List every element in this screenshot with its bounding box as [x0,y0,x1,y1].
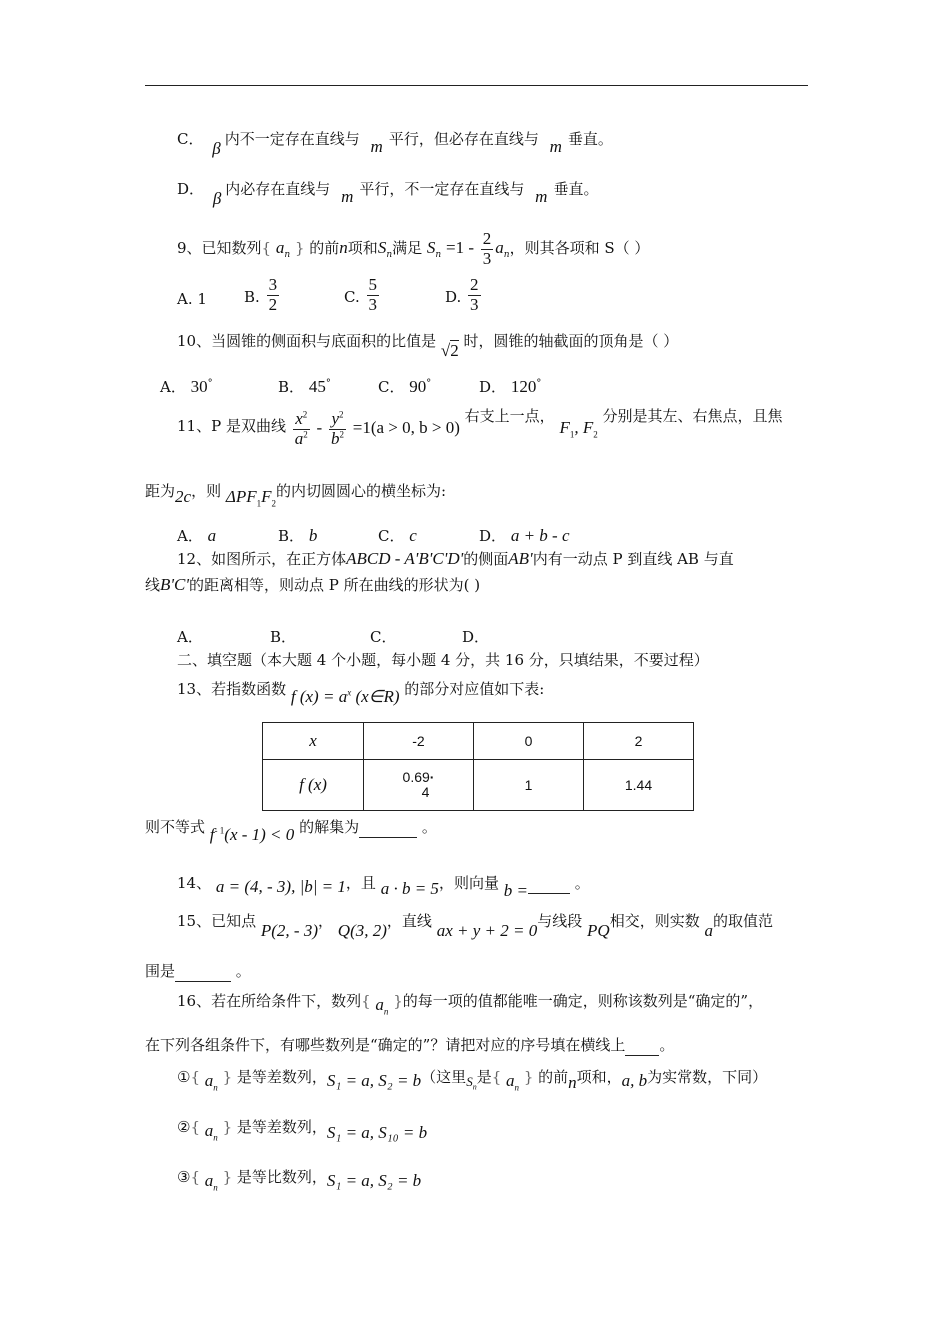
section-2-title: 二、填空题（本大题 4 个小题，每小题 4 分，共 16 分，只填结果，不要过程） [177,651,709,669]
q15-line2: 围是 。 [145,962,251,980]
q9-stem: 9、已知数列{ $a_n$ } 的前n项和$S_n$满足 $S_n =1$ - $\frac{2}{3}$ $a_n$，则其各项和 S（ ） [177,229,650,268]
q10-option-c: C． 90° [378,377,432,396]
q14-answer-blank[interactable] [528,874,570,894]
q9-option-b: B. $\frac{3}{2}$ [244,275,278,314]
q16-line2: 在下列各组条件下，有哪些数列是“确定的”？请把对应的序号填在横线上 。 [145,1036,675,1054]
q13-stem: 13、若指数函数 f $(x) = a^x$ (x∈R) 的部分对应值如下表: [177,680,545,706]
q15-stem: 15、已知点 P(2, - 3)， Q(3, 2)，直线 ax + y + 2 = 0与线段 PQ相交，则实数 a的取值范 [177,912,773,940]
table-cell: -2 [364,723,474,760]
q11-line2: 距为2c，则 $\Delta PF_1F_2$的内切圆圆心的横坐标为: [145,482,447,509]
q12-option-a: A． [177,628,203,646]
q10-stem: 10、当圆锥的侧面积与底面积的比值是 √2 时，圆锥的轴截面的顶角是（ ） [177,332,679,360]
table-cell: 2 [584,723,694,760]
q10-option-d: D． 120° [479,377,542,396]
q8-option-c: C． β 内不一定存在直线与 m 平行，但必存在直线与 m 垂直。 [177,130,613,158]
q11-option-b: B． b [278,526,318,545]
q11-stem: 11、P 是双曲线 $\frac{x^2}{a^2}$ - $\frac{y^2}{b^2}$ =1(a > 0, b > 0) 右支上一点， $F_1$, $F_2$ 分别是其左、右焦点，且焦 [177,407,783,448]
q10-option-b: B． 45° [278,377,331,396]
q12-line1: 12、如图所示，在正方体ABCD - A'B'C'D'的侧面AB'内有一动点 P 到直线 AB 与直 [177,549,734,568]
table-cell: 0.69· 4 [364,760,474,811]
q11-option-d: D． a + b - c [479,526,570,545]
q13-line2: 则不等式 $f^{- 1}(x - 1) < 0$ 的解集为 。 [145,818,437,844]
q12-option-d: D． [462,628,490,646]
q16-line1: 16、若在所给条件下，数列{ $a_n$ }的每一项的值都能唯一确定，则称该数列是“确定的”， [177,992,764,1017]
q15-answer-blank[interactable] [175,962,231,982]
q9-option-a: A. 1 [177,290,207,308]
q9-option-c: C. $\frac{5}{3}$ [344,275,377,314]
q9-option-d: D. $\frac{2}{3}$ [445,275,479,314]
table-cell: 1.44 [584,760,694,811]
values-table [262,722,694,811]
table-header-x: x [263,723,364,760]
table-cell: 0 [474,723,584,760]
table-row [263,723,694,760]
q16-item-3: ③{ $a_n$ } 是等比数列，S₁ = a, S₂ = b [177,1168,422,1193]
q11-option-c: C． c [378,526,417,545]
q16-answer-blank[interactable] [625,1036,659,1056]
table-cell: 1 [474,760,584,811]
q12-option-b: B． [270,628,297,646]
q16-item-1: ①{ $a_n$ } 是等差数列，S₁ = a, S₂ = b（这里$S_n$是{ $a_n$ } 的前n项和，a, b为实常数，下同） [177,1068,768,1093]
q14-stem: 14、 a = (4, - 3), |b| = 1，且 a · b = 5，则向量 b = 。 [177,874,590,900]
q10-option-a: A． 30° [160,377,213,396]
q12-line2: 线B'C'的距离相等，则动点 P 所在曲线的形状为( ) [145,575,481,594]
header-rule [145,85,808,86]
table-row [263,760,694,811]
q12-option-c: C． [370,628,397,646]
q8-option-d: D． β 内必存在直线与 m 平行，不一定存在直线与 m 垂直。 [177,180,599,208]
q16-item-2: ②{ $a_n$ } 是等差数列，S₁ = a, S₁₀ = b [177,1118,428,1143]
q11-option-a: A． a [177,526,217,545]
q13-answer-blank[interactable] [359,818,417,838]
table-header-fx: f (x) [263,760,364,811]
